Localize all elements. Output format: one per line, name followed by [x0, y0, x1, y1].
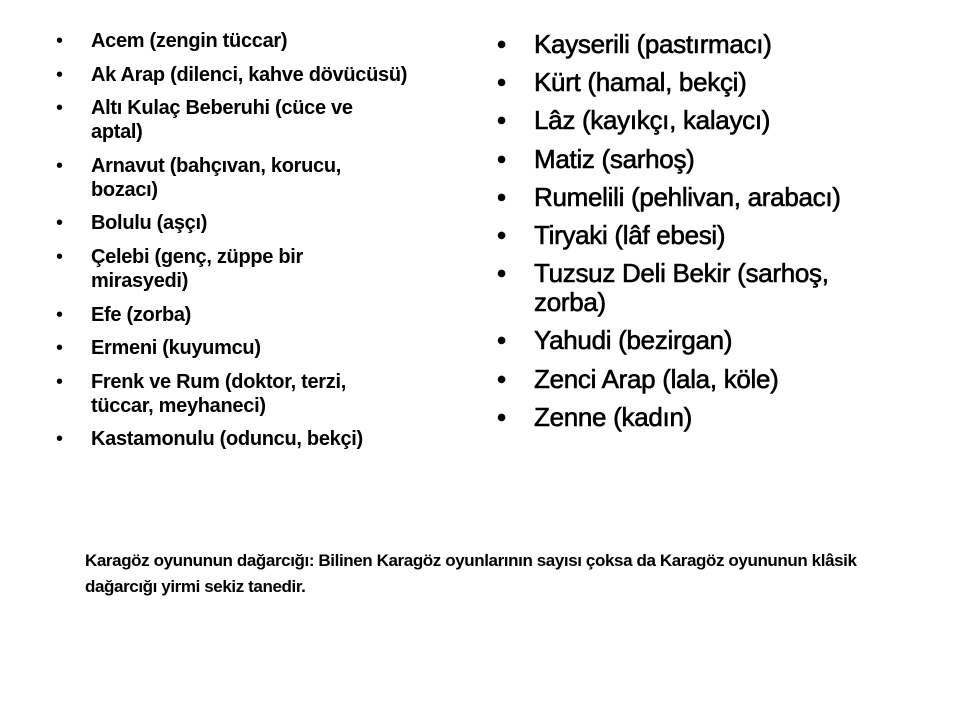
list-item-text: Çelebi (genç, züppe bir mirasyedi) [91, 245, 304, 292]
list-item-text: Efe (zorba) [91, 303, 192, 326]
list-item [56, 211, 451, 235]
repertoire-note: Karagöz oyununun dağarcığı: Bilinen Karagöz oyunlarının sayısı çoksa da Karagöz oyununun klâsik dağarcığı yirmi sekiz tanedir. [85, 551, 857, 596]
list-item [497, 221, 954, 250]
bullet-icon: • [497, 401, 506, 432]
list-item-text: Kayserili (pastırmacı) [534, 29, 772, 59]
bullet-icon: • [56, 337, 63, 360]
list-item-text: Yahudi (bezirgan) [534, 325, 733, 356]
list-item-text: Kastamonulu (oduncu, bekçi) [91, 428, 363, 451]
bullet-icon: • [497, 67, 506, 98]
bullet-icon: • [56, 63, 63, 86]
bullet-icon: • [56, 154, 63, 177]
list-item [56, 336, 451, 360]
bullet-icon: • [497, 181, 506, 212]
list-item-text: Altı Kulaç Beberuhi (cüce ve aptal) [91, 97, 353, 144]
list-item-text: Zenci Arap (lala, köle) [534, 363, 779, 394]
bullet-icon: • [497, 258, 506, 289]
list-item [56, 154, 391, 202]
list-item [56, 63, 471, 87]
list-item-text: Tiryaki (lâf ebesi) [534, 219, 726, 250]
list-item [56, 245, 391, 293]
list-item [56, 303, 451, 327]
list-item-text: Ak Arap (dilenci, kahve dövücüsü) [91, 63, 408, 86]
list-item [56, 29, 451, 53]
bullet-icon: • [56, 212, 63, 235]
list-item [497, 30, 954, 59]
bullet-icon: • [497, 143, 506, 174]
list-item [56, 96, 391, 144]
list-item [497, 106, 954, 135]
bullet-icon: • [497, 325, 506, 356]
list-item-text: Tuzsuz Deli Bekir (sarhoş, zorba) [534, 258, 829, 318]
list-item [497, 365, 954, 394]
character-list-right [497, 30, 917, 441]
list-item [497, 68, 954, 97]
bullet-icon: • [56, 30, 63, 52]
bullet-icon: • [497, 105, 506, 136]
list-item [497, 403, 954, 432]
list-item [497, 259, 894, 317]
bullet-icon: • [56, 97, 63, 120]
list-item [56, 427, 471, 451]
list-item [497, 326, 954, 355]
list-item-text: Frenk ve Rum (doktor, terzi, tüccar, meyhaneci) [91, 370, 346, 417]
character-list-left [56, 29, 456, 461]
list-item-text: Lâz (kayıkçı, kalaycı) [534, 105, 771, 136]
bullet-icon: • [497, 29, 506, 59]
list-item-text: Matiz (sarhoş) [534, 143, 695, 174]
list-item-text: Kürt (hamal, bekçi) [534, 67, 747, 98]
bullet-icon: • [56, 303, 63, 326]
bullet-icon: • [497, 363, 506, 394]
list-item [56, 370, 401, 418]
list-item-text: Acem (zengin tüccar) [91, 30, 288, 52]
list-item [497, 145, 954, 174]
list-item-text: Ermeni (kuyumcu) [91, 337, 261, 360]
list-item-text: Zenne (kadın) [534, 401, 692, 432]
list-item-text: Rumelili (pehlivan, arabacı) [534, 181, 841, 212]
bullet-icon: • [56, 370, 63, 393]
bullet-icon: • [56, 245, 63, 268]
list-item-text: Bolulu (aşçı) [91, 212, 208, 235]
list-item-text: Arnavut (bahçıvan, korucu, bozacı) [91, 154, 342, 201]
list-item [497, 183, 954, 212]
bullet-icon: • [56, 428, 63, 451]
bullet-icon: • [497, 219, 506, 250]
